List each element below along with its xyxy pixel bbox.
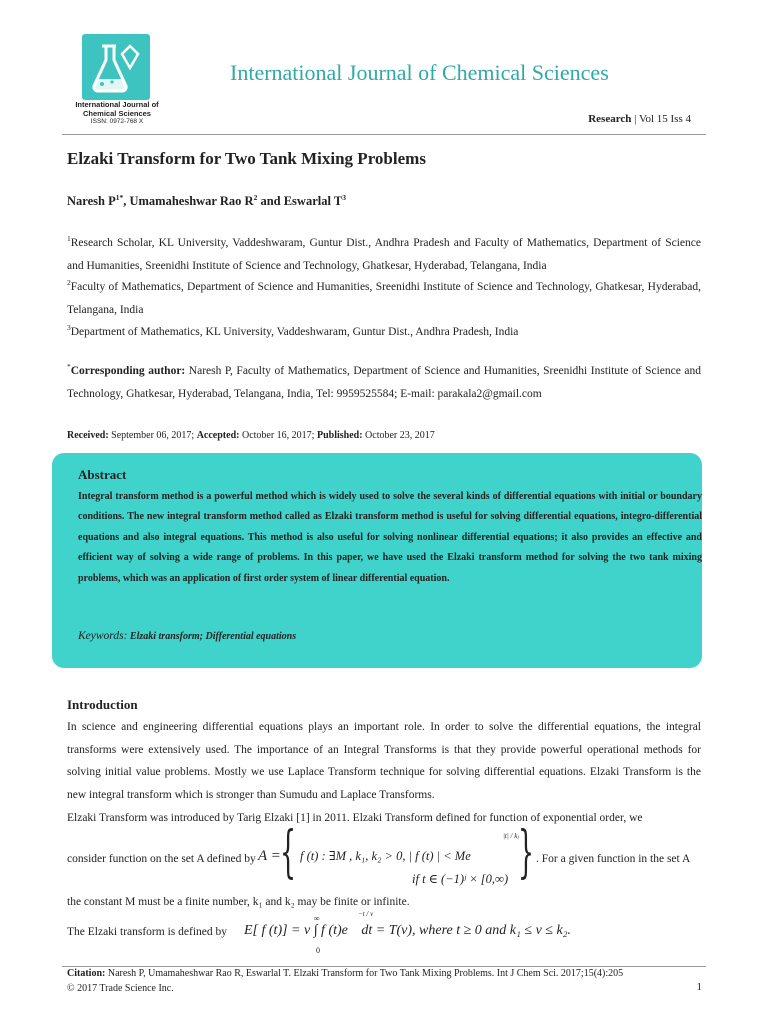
corresponding-author (67, 360, 701, 405)
article-type: Research (588, 113, 632, 125)
integral-upper-limit: ∞ (314, 914, 320, 923)
keywords (78, 630, 296, 642)
set-condition-line1: f (t) : ∃M , k₁, k₂ > 0, | f (t) | < Me (300, 849, 471, 863)
journal-logo (82, 34, 150, 100)
article-type-line: Research | Vol 15 Iss 4 (588, 113, 691, 125)
accepted-date: October 16, 2017; (239, 430, 317, 441)
logo-caption-line1: International Journal of (75, 100, 159, 109)
definition-exponent: −t / v (358, 910, 374, 918)
affiliation-1 (67, 232, 701, 277)
affiliation-3 (67, 321, 701, 344)
affiliation-2 (67, 276, 701, 321)
introduction-heading: Introduction (67, 697, 138, 712)
affiliation-3-text: Department of Mathematics, KL University, Vaddeshwaram, Guntur Dist., Andhra Pradesh, India (70, 326, 519, 338)
right-brace: } (518, 820, 535, 885)
corresponding-label: Corresponding author: (70, 365, 186, 377)
page-number: 1 (696, 981, 702, 993)
corresponding-sup: * (67, 362, 71, 372)
author-1: Naresh P (67, 194, 116, 208)
volume-issue: Vol 15 Iss 4 (638, 113, 691, 125)
author-sep-1: , (123, 194, 130, 208)
accepted-label: Accepted: (196, 430, 240, 441)
author-sep-2: and (257, 194, 284, 208)
published-date: October 23, 2017 (362, 430, 435, 441)
received-date: September 06, 2017; (108, 430, 197, 441)
author-1-sup: 1* (115, 192, 124, 202)
set-definition-text: consider function on the set A defined by (67, 853, 256, 865)
set-exponent: |t| / kⱼ (503, 832, 520, 840)
elzaki-formula (244, 923, 571, 939)
header-divider (62, 134, 706, 135)
citation-text: Naresh P, Umamaheshwar Rao R, Eswarlal T. Elzaki Transform for Two Tank Mixing Problems. Int J Chem Sci. 2017;15(4):205 (105, 968, 624, 979)
keywords-label: Keywords: (78, 630, 128, 642)
logo-issn: ISSN: 0972-768 X (90, 118, 144, 125)
elzaki-formula-tail: dt = T(v), where t ≥ 0 and k₁ ≤ v ≤ k₂. (357, 923, 572, 938)
affiliation-2-text: Faculty of Mathematics, Department of Science and Humanities, Sreenidhi Institute of Science and Technology, Ghatkesar, Hyderabad, Telangana, India (67, 281, 701, 316)
citation-line (67, 966, 707, 981)
author-2-sup: 2 (253, 192, 258, 202)
abstract-heading: Abstract (78, 467, 127, 482)
finite-constant-line: the constant M must be a finite number, k₁ and k₂ may be finite or infinite. (67, 896, 410, 908)
copyright: © 2017 Trade Science Inc. (67, 983, 174, 994)
keywords-value: Elzaki transform; Differential equations (127, 631, 297, 642)
received-label: Received: (67, 430, 109, 441)
affiliation-2-sup: 2 (67, 278, 71, 288)
paper-title: Elzaki Transform for Two Tank Mixing Problems (67, 149, 426, 168)
citation-label: Citation: (67, 968, 106, 979)
journal-title: International Journal of Chemical Sciences (230, 60, 609, 85)
introduction-paragraph: In science and engineering differential equations plays an important role. In order to solve the differential equations, the integral transforms were extensively used. The importance of an Integral Transforms is that they provide powerful operational methods for solving initial value problems. Mostly we use Laplace Transform technique for solving differential equations. Elzaki Transform is the new integral transform which is stronger than Sumudu and Laplace Transforms. (67, 721, 701, 801)
author-list (67, 194, 346, 209)
set-condition-line2: if t ∈ (−1)ʲ × [0,∞) (412, 872, 509, 886)
logo-caption-line2: Chemical Sciences (83, 108, 151, 118)
elzaki-formula-head: E[ f (t)] = v ∫ f (t)e (244, 923, 348, 938)
published-label: Published: (316, 430, 363, 441)
set-lhs: A = (258, 848, 281, 864)
integral-lower-limit: 0 (316, 946, 320, 955)
logo-caption (62, 101, 172, 127)
elzaki-definition-text: The Elzaki transform is defined by (67, 926, 227, 938)
article-dates (67, 430, 435, 441)
affiliation-3-sup: 3 (67, 323, 71, 333)
affiliation-1-text: Research Scholar, KL University, Vaddeshwaram, Guntur Dist., Andhra Pradesh and Faculty of Mathematics, Department of Science and Humanities, Sreenidhi Institute of Science and Technology, Ghatkesar, Hyderabad, Telangana, India (67, 237, 701, 272)
corresponding-text: Naresh P, Faculty of Mathematics, Department of Science and Humanities, Sreenidhi Institute of Science and Technology, Ghatkesar, Hyderabad, Telangana, India, Tel: 9959525584; E-mail: parakala2@gmail.com (67, 365, 701, 400)
set-definition-tail: . For a given function in the set A (536, 853, 691, 865)
author-2: Umamaheshwar Rao R (129, 194, 254, 208)
flask-icon (82, 34, 150, 100)
author-3-sup: 3 (342, 192, 346, 202)
citation (67, 966, 707, 996)
elzaki-intro-line: Elzaki Transform was introduced by Tarig Elzaki [1] in 2011. Elzaki Transform defined for function of exponential order, we (67, 812, 643, 824)
abstract-body: Integral transform method is a powerful method which is widely used to solve the several kinds of differential equations with initial or boundary conditions. The new integral transform method called as Elzaki transform method is useful for solving differential equations, integro-differential equations and also integral equations. This method is also useful for solving nonlinear differential equations; it also provides an effective and efficient way of solving a wide range of problems. In this paper, we have used the Elzaki transform method for solving the two tank mixing problems, which was an application of first order system of linear differential equation. (78, 491, 702, 584)
left-brace: { (280, 820, 297, 885)
author-3: Eswarlal T (283, 194, 343, 208)
affiliation-1-sup: 1 (67, 234, 71, 244)
